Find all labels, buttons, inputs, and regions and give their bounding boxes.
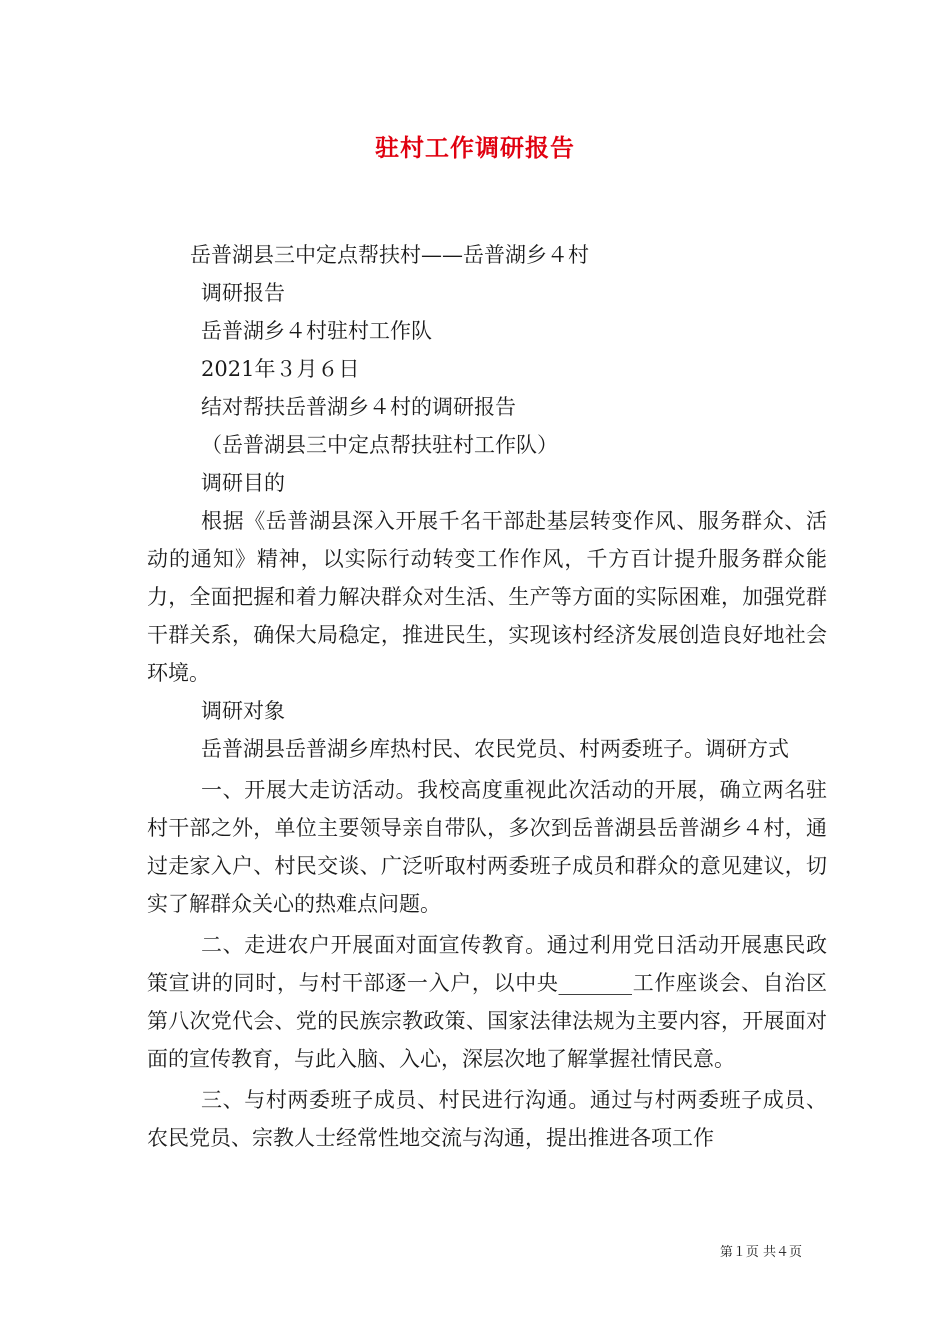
paragraph-subjects: 岳普湖县岳普湖乡库热村民、农民党员、村两委班子。调研方式 <box>201 737 789 761</box>
header-line: （岳普湖县三中定点帮扶驻村工作队） <box>201 433 558 457</box>
header-line: 岳普湖乡４村驻村工作队 <box>201 319 432 343</box>
paragraph-method-2: 二、走进农户开展面对面宣传教育。通过利用党日活动开展惠民政策宣讲的同时，与村干部逐一入户，以中央_______工作座谈会、自治区第八次党代会、党的民族宗教政策、国家法律法规为主要内容，开展面对面的宣传教育，与此入脑、入心，深层次地了解掌握社情民意。 <box>147 933 827 1071</box>
page-number: 第１页 共４页 <box>719 1245 802 1260</box>
header-line: 2021年３月６日 <box>201 357 360 381</box>
header-line: 调研报告 <box>201 281 285 305</box>
document-body <box>147 236 827 1157</box>
paragraph-method-1: 一、开展大走访活动。我校高度重视此次活动的开展，确立两名驻村干部之外，单位主要领导亲自带队，多次到岳普湖县岳普湖乡４村，通过走家入户、村民交谈、广泛听取村两委班子成员和群众的意见建议，切实了解群众关心的热难点问题。 <box>147 778 827 916</box>
paragraph-method-3: 三、与村两委班子成员、村民进行沟通。通过与村两委班子成员、农民党员、宗教人士经常性地交流与沟通，提出推进各项工作 <box>147 1088 827 1150</box>
document-title: 驻村工作调研报告 <box>375 133 575 162</box>
header-line: 岳普湖县三中定点帮扶村——岳普湖乡４村 <box>190 243 589 267</box>
paragraph-purpose: 根据《岳普湖县深入开展千名干部赴基层转变作风、服务群众、活动的通知》精神，以实际行动转变工作作风，千方百计提升服务群众能力，全面把握和着力解决群众对生活、生产等方面的实际困难，加强党群干群关系，确保大局稳定，推进民生，实现该村经济发展创造良好地社会环境。 <box>147 509 827 685</box>
section-heading: 调研目的 <box>201 471 285 495</box>
section-heading: 调研对象 <box>201 699 285 723</box>
header-line: 结对帮扶岳普湖乡４村的调研报告 <box>201 395 516 419</box>
